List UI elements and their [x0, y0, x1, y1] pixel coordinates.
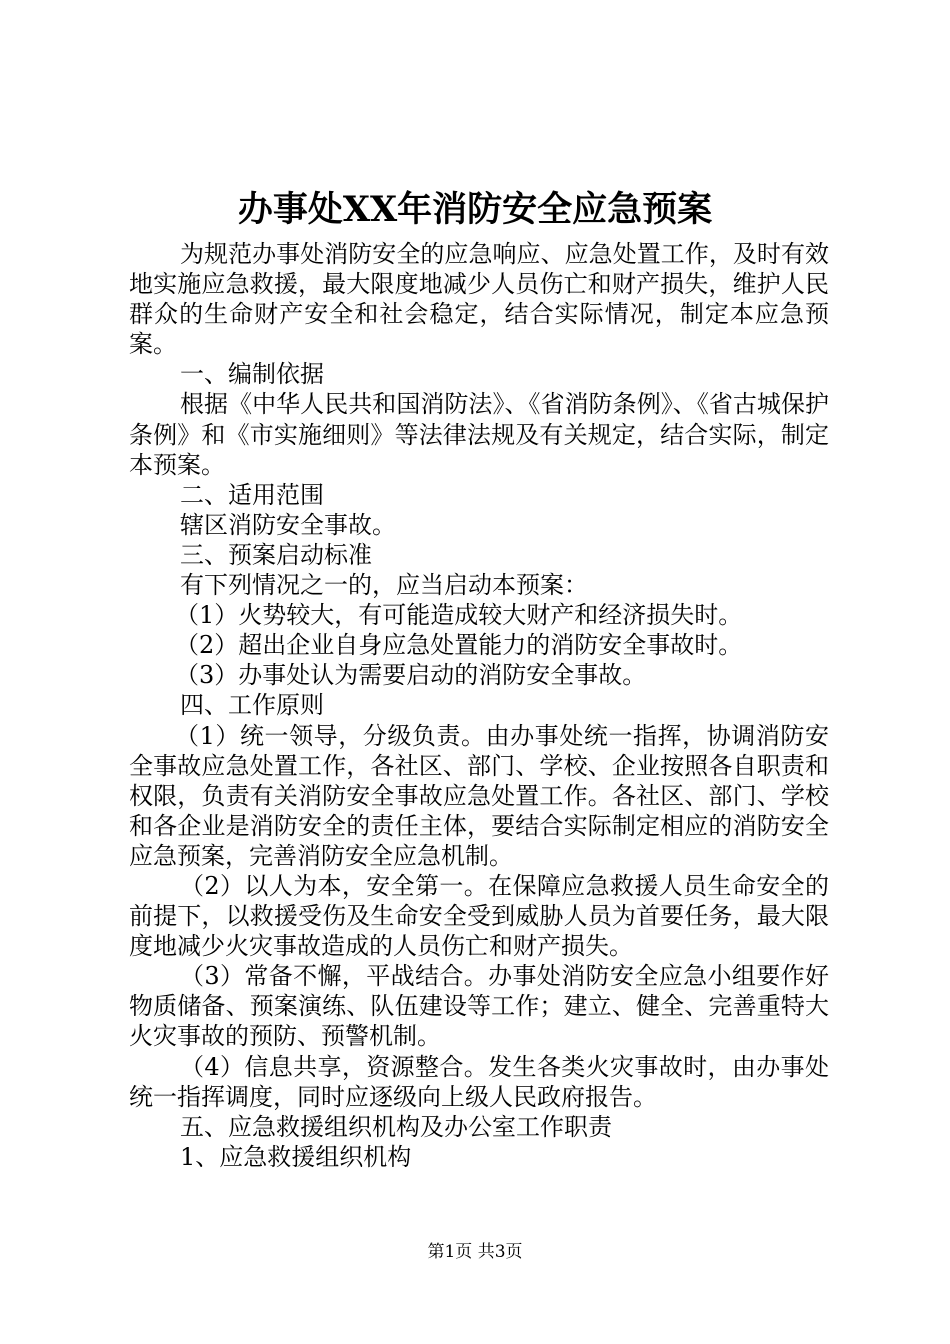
- paragraph-basis: 根据《中华人民共和国消防法》、《省消防条例》、《省古城保护条例》和《市实施细则》等法律法规及有关规定，结合实际，制定本预案。: [129, 390, 829, 479]
- document-title: 办事处XX年消防安全应急预案: [237, 189, 713, 230]
- section-heading-1: 一、编制依据: [180, 360, 324, 389]
- paragraph-principle-1: （1）统一领导，分级负责。由办事处统一指挥，协调消防安全事故应急处置工作，各社区、部门、学校、企业按照各自职责和权限，负责有关消防安全事故应急处置工作。各社区、部门、学校和各企业是消防安全的责任主体，要结合实际制定相应的消防安全应急预案，完善消防安全应急机制。: [129, 721, 829, 870]
- list-item-criteria-3: （3）办事处认为需要启动的消防安全事故。: [175, 661, 647, 690]
- paragraph-principle-3: （3）常备不懈，平战结合。办事处消防安全应急小组要作好物质储备、预案演练、队伍建设等工作；建立、健全、完善重特大火灾事故的预防、预警机制。: [129, 962, 829, 1051]
- subsection-heading-5-1: 1、应急救援组织机构: [180, 1142, 412, 1171]
- paragraph-scope: 辖区消防安全事故。: [180, 510, 396, 539]
- paragraph-principle-4: （4）信息共享，资源整合。发生各类火灾事故时，由办事处统一指挥调度，同时应逐级向上级人民政府报告。: [129, 1052, 829, 1111]
- section-heading-2: 二、适用范围: [180, 480, 324, 509]
- document-body: [129, 239, 829, 1172]
- page-footer: 第1页 共3页: [427, 1242, 523, 1262]
- section-heading-5: 五、应急救援组织机构及办公室工作职责: [180, 1112, 612, 1141]
- section-heading-4: 四、工作原则: [180, 691, 324, 720]
- section-heading-3: 三、预案启动标准: [180, 540, 372, 569]
- paragraph-criteria: 有下列情况之一的，应当启动本预案：: [180, 571, 588, 600]
- paragraph-principle-2: （2）以人为本，安全第一。在保障应急救援人员生命安全的前提下，以救援受伤及生命安全受到威胁人员为首要任务，最大限度地减少火灾事故造成的人员伤亡和财产损失。: [129, 871, 829, 961]
- paragraph-intro: 为规范办事处消防安全的应急响应、应急处置工作，及时有效地实施应急救援，最大限度地减少人员伤亡和财产损失，维护人民群众的生命财产安全和社会稳定，结合实际情况，制定本应急预案。: [129, 240, 829, 359]
- list-item-criteria-2: （2）超出企业自身应急处置能力的消防安全事故时。: [175, 631, 743, 660]
- list-item-criteria-1: （1）火势较大，有可能造成较大财产和经济损失时。: [175, 601, 743, 630]
